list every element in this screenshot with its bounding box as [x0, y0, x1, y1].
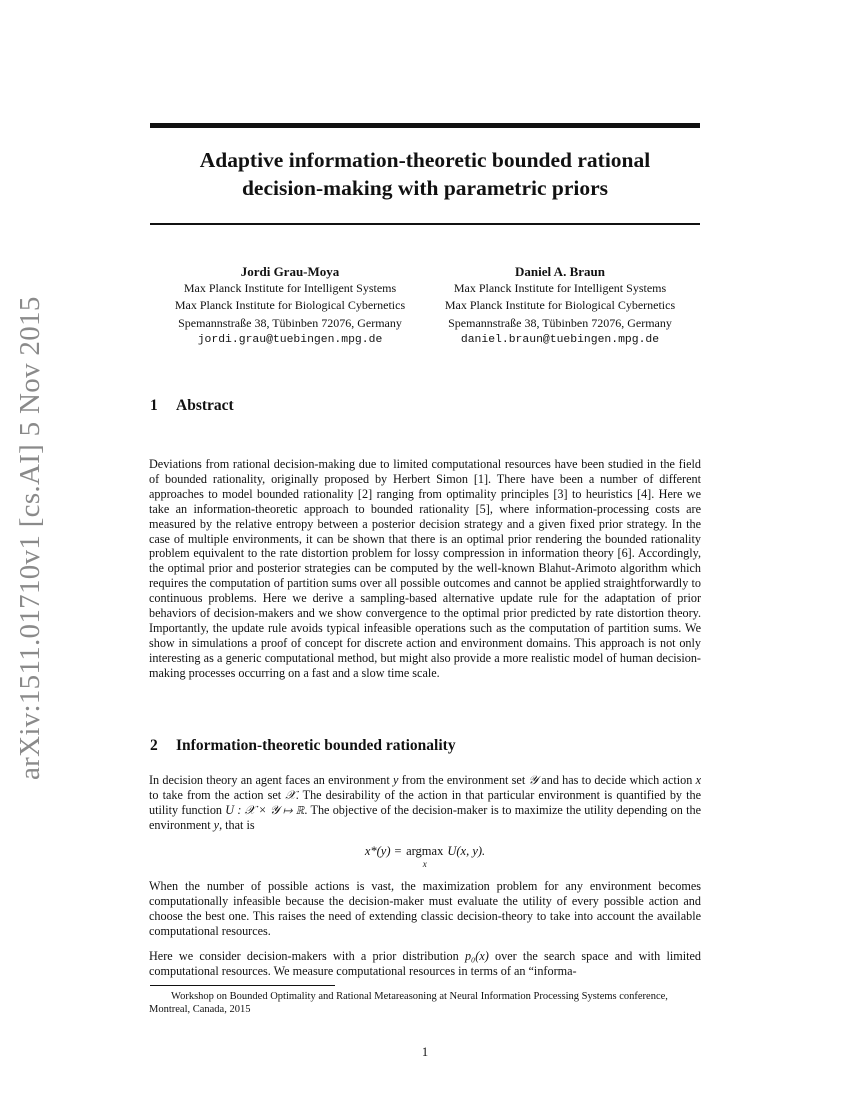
section-heading-abstract — [150, 397, 234, 415]
author-affiliation: Max Planck Institute for Intelligent Systems — [453, 281, 667, 296]
author-name: Daniel A. Braun — [515, 264, 605, 279]
equation-rhs: U(x, y). — [447, 844, 486, 858]
abstract-paragraph: Deviations from rational decision-making due to limited computational resources have been studied in the field of bounded rationality, originally proposed by Herbert Simon [1]. There have been a number of different approaches to model bounded rationality [2] ranging from optimality principles [3] to heuristics [4]. Here we take an information-theoretic approach to bounded rationality [5], where information-processing costs are measured by the relative entropy between a posterior decision strategy and a given fixed prior strategy. In the case of multiple environments, it can be shown that there is an optimal prior rendering the bounded rationality problem equivalent to the rate distortion problem for lossy compression in information theory [6]. Accordingly, the optimal prior and posterior strategies can be computed by the well-known Blahut-Arimoto algorithm which requires the computation of partition sums over all possible outcomes and cannot be applied straightforwardly to continuous problems. Here we derive a sampling-based alternative update rule for the adaptation of prior behaviors of decision-makers and we show convergence to the optimal prior predicted by rate distortion theory. Importantly, the update rule avoids typical infeasible operations such as the computation of partition sums. We show in simulations a proof of concept for discrete action and environment domains. This approach is not only interesting as a generic computational method, but might also provide a more realistic model of human decision-making processes occurring on a fast and a slow time scale. — [149, 457, 701, 680]
author-affiliation: Max Planck Institute for Intelligent Systems — [183, 281, 397, 296]
author-name: Jordi Grau-Moya — [240, 264, 340, 279]
section-2-paragraph-2: When the number of possible actions is vast, the maximization problem for any environment becomes computationally infeasible because the decision-maker must evaluate the utility of every possible action and choose the best one. This raises the need of extending classic decision-theory to take into account the available computational resources. — [149, 879, 701, 938]
footnote-rule — [150, 985, 335, 986]
author-affiliation: Max Planck Institute for Biological Cybernetics — [444, 298, 676, 313]
argmax-operator: argmax x — [406, 844, 444, 869]
section-number: 1 — [150, 397, 158, 414]
section-heading-information-theoretic — [150, 737, 456, 755]
equation-argmax — [150, 843, 700, 869]
author-block-1 — [150, 263, 430, 349]
title-line-1: Adaptive information-theoretic bounded rational — [199, 148, 651, 172]
footnote: Workshop on Bounded Optimality and Rational Metareasoning at Neural Information Processing Systems conference, Montreal, Canada, 2015 — [149, 991, 668, 1016]
page-number: 1 — [421, 1045, 429, 1059]
author-address: Spemannstraße 38, Tübinben 72076, Germany — [178, 315, 402, 330]
equation-lhs: x*(y) = — [364, 844, 403, 858]
author-block-2 — [420, 263, 700, 349]
author-email[interactable]: daniel.braun@tuebingen.mpg.de — [460, 333, 660, 346]
section-2-paragraph-1: In decision theory an agent faces an environment y from the environment set 𝒴 and has to decide which action x to take from the action set 𝒳. The desirability of the action in that particular environment is quantified by the utility function U : 𝒳 × 𝒴 ↦ ℝ. The objective of the decision-maker is to maximize the utility depending on the environment y, that is — [149, 773, 702, 832]
author-email[interactable]: jordi.grau@tuebingen.mpg.de — [197, 333, 383, 346]
section-title: Abstract — [176, 397, 234, 414]
arxiv-identifier: arXiv:1511.01710v1 [cs.AI] 5 Nov 2015 — [14, 296, 46, 780]
section-2-paragraph-3: Here we consider decision-makers with a prior distribution p₀(x) over the search space and with limited computational resources. We measure computational resources in terms of an “informa- — [149, 949, 701, 978]
title-line-2: decision-making with parametric priors — [241, 176, 609, 200]
section-title: Information-theoretic bounded rationality — [176, 737, 456, 754]
title-top-rule — [150, 123, 700, 128]
author-address: Spemannstraße 38, Tübinben 72076, Germany — [448, 315, 672, 330]
author-affiliation: Max Planck Institute for Biological Cybernetics — [174, 298, 406, 313]
title-bottom-rule — [150, 223, 700, 225]
paper-title — [150, 146, 700, 202]
section-number: 2 — [150, 737, 158, 754]
